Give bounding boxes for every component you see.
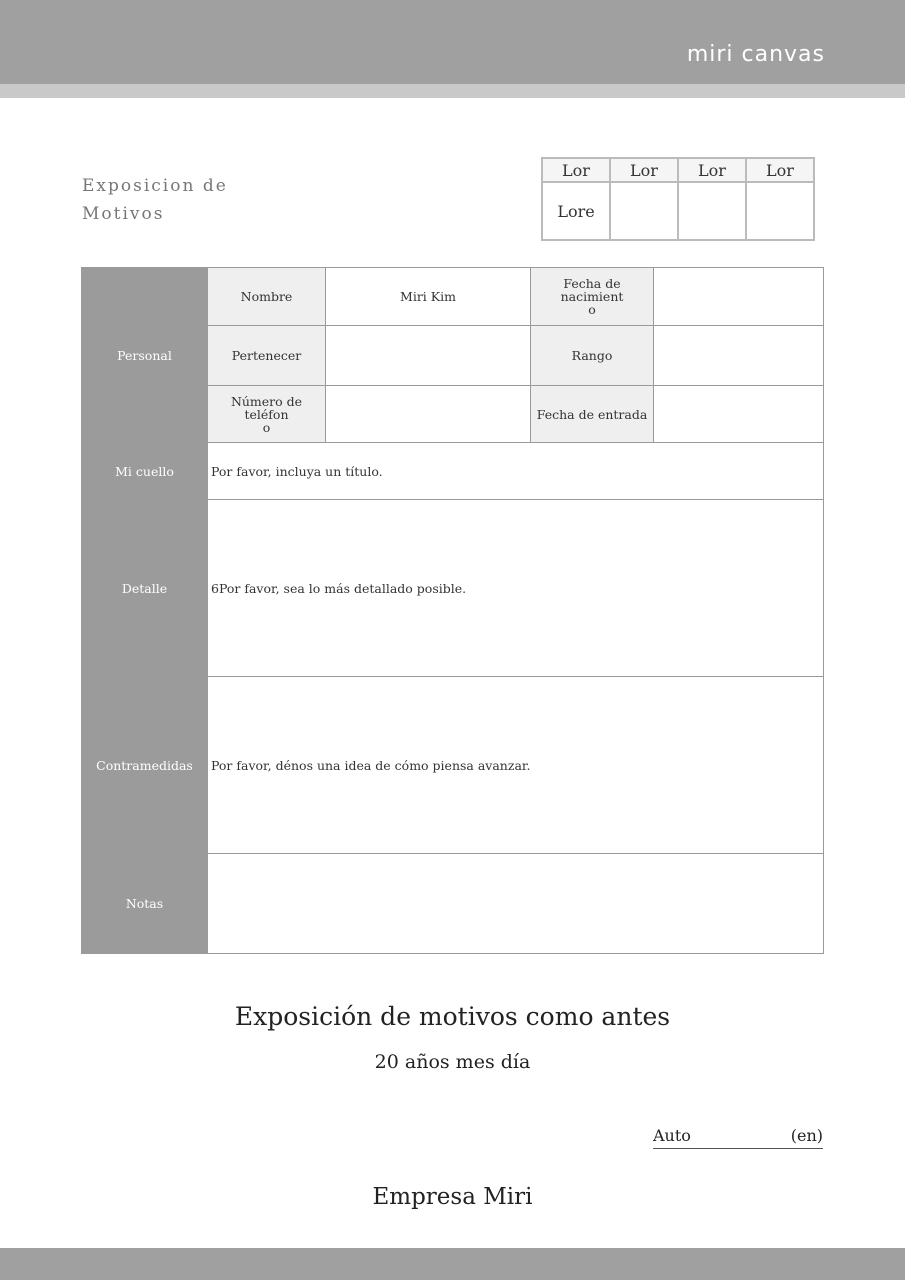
company-name: Empresa Miri [372, 1184, 533, 1210]
rank-field[interactable] [654, 326, 824, 386]
neck-field[interactable]: Por favor, incluya un título. [208, 443, 824, 500]
phone-label-line2: o [262, 419, 271, 435]
header-stripe [0, 84, 905, 98]
section-neck: Mi cuello [82, 443, 208, 500]
section-personal: Personal [82, 268, 208, 443]
document-title-line2: Motivos [82, 204, 165, 224]
approval-header: Lor [542, 158, 610, 182]
approval-cell[interactable] [746, 182, 814, 240]
countermeasures-field[interactable]: Por favor, dénos una idea de cómo piensa avanzar. [208, 677, 824, 854]
approval-cell[interactable]: Lore [542, 182, 610, 240]
section-countermeasures: Contramedidas [82, 677, 208, 854]
name-field[interactable]: Miri Kim [326, 268, 531, 326]
approval-cell[interactable] [678, 182, 746, 240]
approval-cell[interactable] [610, 182, 678, 240]
birth-date-label-line1: Fecha de nacimient [560, 276, 624, 304]
approval-header: Lor [610, 158, 678, 182]
notes-field[interactable] [208, 854, 824, 954]
footer-bar [0, 1248, 905, 1280]
seal-label: (en) [790, 1126, 823, 1145]
approval-table [541, 157, 815, 241]
document-title-line1: Exposicion de [82, 176, 228, 196]
footer-date: 20 años mes día [374, 1051, 531, 1073]
approval-header: Lor [678, 158, 746, 182]
section-detail: Detalle [82, 500, 208, 677]
belong-field[interactable] [326, 326, 531, 386]
phone-field[interactable] [326, 386, 531, 443]
document-title [82, 172, 282, 228]
birth-date-label [531, 268, 654, 326]
rank-label: Rango [531, 326, 654, 386]
phone-label [208, 386, 326, 443]
section-notes: Notas [82, 854, 208, 954]
phone-label-line1: Número de teléfon [230, 393, 303, 422]
footer-title: Exposición de motivos como antes [234, 1002, 671, 1031]
brand-logo[interactable]: miri canvas [686, 42, 825, 67]
birth-date-label-line2: o [588, 302, 596, 317]
signature-line[interactable] [653, 1126, 823, 1149]
belong-label: Pertenecer [208, 326, 326, 386]
author-label: Auto [653, 1126, 691, 1145]
name-label: Nombre [208, 268, 326, 326]
entry-date-field[interactable] [654, 386, 824, 443]
report-form-table [81, 267, 824, 954]
birth-date-field[interactable] [654, 268, 824, 326]
entry-date-label: Fecha de entrada [531, 386, 654, 443]
approval-header: Lor [746, 158, 814, 182]
detail-field[interactable]: 6Por favor, sea lo más detallado posible. [208, 500, 824, 677]
